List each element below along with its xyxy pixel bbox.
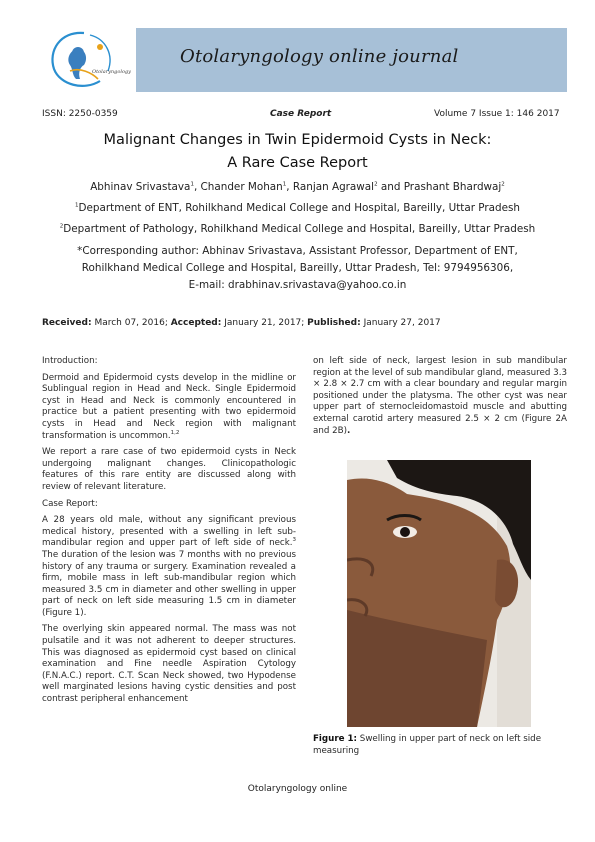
volume-info: Volume 7 Issue 1: 146 2017 bbox=[434, 109, 560, 119]
affiliation-text: Department of Pathology, Rohilkhand Medical College and Hospital, Bareilly, Uttar Pradesh bbox=[63, 223, 536, 235]
paragraph-text: A 28 years old male, without any significant previous medical history, presented with a swelling in left sub-mandibular region and upper part of left side of neck. bbox=[42, 515, 296, 549]
paragraph bbox=[313, 356, 567, 437]
corresponding-email[interactable]: E-mail: drabhinav.srivastava@yahoo.co.in bbox=[188, 279, 407, 291]
accepted-label: Accepted: bbox=[170, 318, 222, 328]
section-heading-case-report: Case Report: bbox=[42, 498, 98, 509]
corresponding-line: *Corresponding author: Abhinav Srivastava, Assistant Professor, Department of ENT, bbox=[77, 245, 518, 257]
paragraph-end: . bbox=[346, 425, 351, 436]
affiliation bbox=[40, 223, 555, 235]
body-right-column bbox=[313, 356, 567, 442]
author-name: Prashant Bhardwaj bbox=[403, 181, 502, 193]
figure-caption bbox=[313, 734, 567, 757]
body-left-column bbox=[42, 356, 296, 711]
author-affil-sup: 1 bbox=[190, 181, 194, 188]
citation-sup: 1,2 bbox=[170, 429, 180, 436]
author-separator: , bbox=[286, 181, 293, 193]
citation-sup: 3 bbox=[292, 537, 296, 544]
published-label: Published: bbox=[307, 318, 361, 328]
paragraph-text: The duration of the lesion was 7 months with no previous history of any trauma or surgery. Examination revealed a firm, mobile mass in left sub-mandibular region which measured 3.5 cm in diameter and other swelling in upper part of neck on left side measuring 1.5 cm in diameter (Figure 1). bbox=[42, 549, 296, 618]
paragraph-text: Dermoid and Epidermoid cysts develop in the midline or Sublingual region in Head and Neck. Single Epidermoid cyst in Head and Neck is commonly encountered in practice but a patient presenting with two epidermoid cysts in Head and Neck region with malignant transformation is uncommon. bbox=[42, 372, 296, 441]
paragraph-text: on left side of neck, largest lesion in sub mandibular region at the level of sub mandibular gland, measured 3.3 × 2.8 × 2.7 cm with a clear boundary and regular margin positioned under the platysma. The other cyst was near upper part of sternocleidomastoid muscle and abutting external carotid artery measured 2.5 × 2 cm (Figure 2A and 2B) bbox=[313, 356, 567, 436]
affiliation bbox=[40, 202, 555, 214]
author-name: Abhinav Srivastava bbox=[90, 181, 191, 193]
paragraph: We report a rare case of two epidermoid cysts in Neck undergoing malignant changes. Clinicopathologic features of this rare entity are discussed along with review of relevant literature. bbox=[42, 447, 296, 492]
article-dates bbox=[42, 318, 441, 328]
article-title-line-2: A Rare Case Report bbox=[227, 155, 368, 171]
figure-caption-text: Swelling in upper part of neck on left side measuring bbox=[313, 734, 542, 756]
affiliation-sup: 1 bbox=[75, 202, 79, 209]
author-separator: , bbox=[193, 181, 201, 193]
published-date: January 27, 2017 bbox=[360, 318, 441, 328]
page-footer: Otolaryngology online bbox=[247, 784, 348, 794]
article-type: Case Report bbox=[270, 109, 332, 119]
article-title-line-1: Malignant Changes in Twin Epidermoid Cysts in Neck: bbox=[103, 132, 492, 148]
author-name: Chander Mohan bbox=[200, 181, 283, 193]
received-label: Received: bbox=[42, 318, 92, 328]
paragraph: The overlying skin appeared normal. The mass was not pulsatile and it was not adherent to deeper structures. This was diagnosed as epidermoid cyst based on clinical examination and Fine needle Aspiration Cytology (F.N.A.C.) report. C.T. Scan Neck showed, two Hypodense well marginated lesions having cystic densities and post contrast peripheral enhancement bbox=[42, 624, 296, 705]
accepted-date: January 21, 2017; bbox=[221, 318, 308, 328]
author-affil-sup: 2 bbox=[374, 181, 378, 188]
affiliation-text: Department of ENT, Rohilkhand Medical College and Hospital, Bareilly, Uttar Pradesh bbox=[78, 202, 520, 214]
figure-label: Figure 1: bbox=[313, 734, 358, 744]
corresponding-line: Rohilkhand Medical College and Hospital, Bareilly, Uttar Pradesh, Tel: 9794956306, bbox=[81, 262, 514, 274]
corresponding-author bbox=[40, 243, 555, 294]
paragraph bbox=[42, 515, 296, 619]
logo-text: Otolaryngology bbox=[92, 69, 131, 75]
affiliation-sup: 2 bbox=[59, 223, 64, 230]
author-separator: and bbox=[377, 181, 404, 193]
journal-logo bbox=[40, 27, 130, 93]
author-affil-sup: 1 bbox=[282, 181, 287, 188]
author-list bbox=[40, 181, 555, 193]
section-heading-introduction: Introduction: bbox=[42, 356, 98, 366]
issn: ISSN: 2250-0359 bbox=[42, 109, 118, 119]
received-date: March 07, 2016; bbox=[91, 318, 171, 328]
journal-title: Otolaryngology online journal bbox=[180, 46, 459, 67]
author-affil-sup: 2 bbox=[501, 181, 505, 188]
author-name: Ranjan Agrawal bbox=[292, 181, 375, 193]
paragraph bbox=[42, 373, 296, 443]
patient-photo bbox=[347, 460, 531, 727]
